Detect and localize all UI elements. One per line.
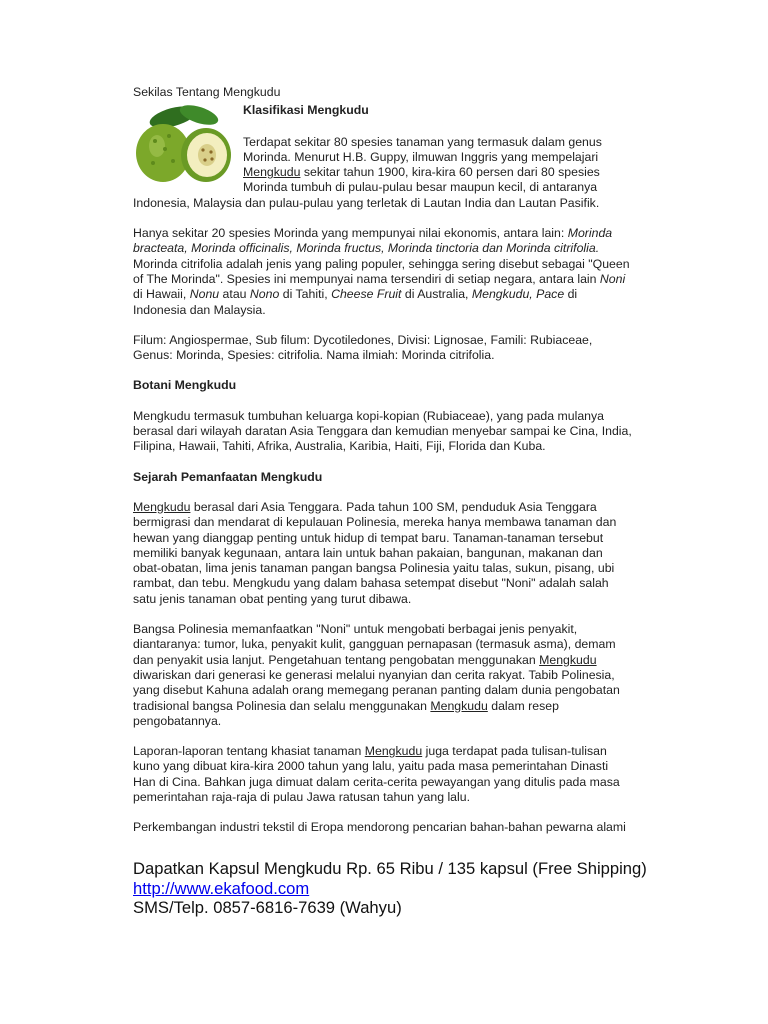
text-segment: di Tahiti, <box>279 287 332 302</box>
text-segment: di Australia, <box>401 287 472 302</box>
sejarah-heading: Sejarah Pemanfaatan Mengkudu <box>133 469 323 484</box>
mengkudu-link[interactable]: Mengkudu <box>539 652 597 667</box>
text-segment: di Indonesia dan Malaysia. <box>133 287 578 317</box>
mengkudu-link[interactable]: Mengkudu <box>133 499 191 514</box>
text-segment: dalam resep pengobatannya. <box>133 698 559 728</box>
text-segment: atau <box>219 287 250 302</box>
species-list: Morinda bracteata, Morinda officinalis, Morinda fructus, Morinda tinctoria dan Morinda citrifolia. <box>133 226 613 256</box>
klasifikasi-paragraph-3: Filum: Angiospermae, Sub filum: Dycotiledones, Divisi: Lignosae, Famili: Rubiaceae, Genus: Morinda, Spesies: citrifolia. Nama ilmiah: Morinda citrifolia. <box>133 332 593 363</box>
local-name: Nono <box>249 287 280 302</box>
botani-paragraph-1: Mengkudu termasuk tumbuhan keluarga kopi-kopian (Rubiaceae), yang pada mulanya berasal dari wilayah daratan Asia Tenggara dan kemudian menyebar sampai ke Cina, India, Filipina, Hawaii, Tahiti, Afrika, Australia, Karibia, Haiti, Fiji, Florida dan Kuba. <box>133 408 632 454</box>
sejarah-paragraph-2 <box>133 622 633 729</box>
noni-fruit-image <box>133 103 236 185</box>
text-segment: Hanya sekitar 20 spesies Morinda yang mempunyai nilai ekonomis, antara lain: <box>133 226 568 241</box>
botani-heading: Botani Mengkudu <box>133 378 237 393</box>
article <box>133 85 633 851</box>
text-segment: diwariskan dari generasi ke generasi melalui nyanyian dan cerita rakyat. Tabib Polinesia, yang disebut Kahuna adalah orang memegang peranan panting dalam dunia pengobatan tradisional bangsa Polinesia dan selalu menggunakan <box>133 667 620 713</box>
mengkudu-link[interactable]: Mengkudu <box>430 698 488 713</box>
sejarah-paragraph-1 <box>133 500 633 607</box>
promo-offer: Dapatkan Kapsul Mengkudu Rp. 65 Ribu / 135 kapsul (Free Shipping) <box>133 859 647 878</box>
mengkudu-link[interactable]: Mengkudu <box>364 744 423 759</box>
promo-footer <box>133 859 733 918</box>
klasifikasi-heading: Klasifikasi Mengkudu <box>243 103 369 118</box>
text-segment: di Hawaii, <box>133 287 190 302</box>
text-segment: Morinda citrifolia adalah jenis yang paling populer, sehingga sering disebut sebagai "Queen of The Morinda". Spesies ini mempunyai nama tersendiri di setiap negara, antara lain <box>133 256 630 286</box>
text-segment: Bangsa Polinesia memanfaatkan "Noni" untuk mengobati berbagai jenis penyakit, diantaranya: tumor, luka, penyakit kulit, gangguan pernapasan (termasuk asma), demam dan penyakit usia lanjut. Pengetahuan tentang pengobatan menggunakan <box>133 622 616 667</box>
mengkudu-link[interactable]: Mengkudu <box>243 165 301 180</box>
document-header: Sekilas Tentang Mengkudu <box>133 85 281 99</box>
local-name: Noni <box>599 271 626 286</box>
klasifikasi-paragraph-2 <box>133 226 633 318</box>
local-name: Nonu <box>189 287 220 302</box>
promo-contact: SMS/Telp. 0857-6816-7639 (Wahyu) <box>133 898 402 917</box>
sejarah-paragraph-3 <box>133 744 633 805</box>
text-segment: sekitar tahun 1900, kira-kira 60 persen dari 80 spesies Morinda tumbuh di pulau-pulau besar maupun kecil, di antaranya Indonesia, Malaysia dan pulau-pulau yang terletak di Lautan India dan Lautan Pasifik. <box>133 165 600 210</box>
text-segment: berasal dari Asia Tenggara. Pada tahun 100 SM, penduduk Asia Tenggara bermigrasi dan mendarat di kepulauan Polinesia, mereka hanya membawa tanaman dan hewan yang dianggap penting untuk hidup di tempat baru. Tanaman-tanaman tersebut memiliki banyak kegunaan, antara lain untuk bahan pakaian, bangunan, makanan dan obat-obatan, lima jenis tanaman pangan bangsa Polinesia yaitu talas, sukun, pisang, ubi rambat, dan tebu. Mengkudu yang dalam bahasa setempat disebut "Noni" adalah salah satu jenis tanaman obat penting yang turut dibawa. <box>133 499 617 606</box>
ekafood-link[interactable]: http://www.ekafood.com <box>133 878 310 898</box>
local-name: Cheese Fruit <box>331 287 402 302</box>
text-segment: Terdapat sekitar 80 spesies tanaman yang termasuk dalam genus Morinda. Menurut H.B. Guppy, ilmuwan Inggris yang mempelajari <box>243 134 602 164</box>
local-name: Mengkudu, Pace <box>471 287 565 302</box>
sejarah-paragraph-4: Perkembangan industri tekstil di Eropa mendorong pencarian bahan-bahan pewarna alami <box>133 820 626 835</box>
text-segment: Laporan-laporan tentang khasiat tanaman <box>133 744 365 759</box>
text-segment: juga terdapat pada tulisan-tulisan kuno yang dibuat kira-kira 2000 tahun yang lalu, yaitu pada masa pemerintahan Dinasti Han di Cina. Bahkan juga dimuat dalam cerita-cerita pewayangan yang ditulis pada masa pemerintahan raja-raja di pulau Jawa ratusan tahun yang lalu. <box>133 744 620 804</box>
